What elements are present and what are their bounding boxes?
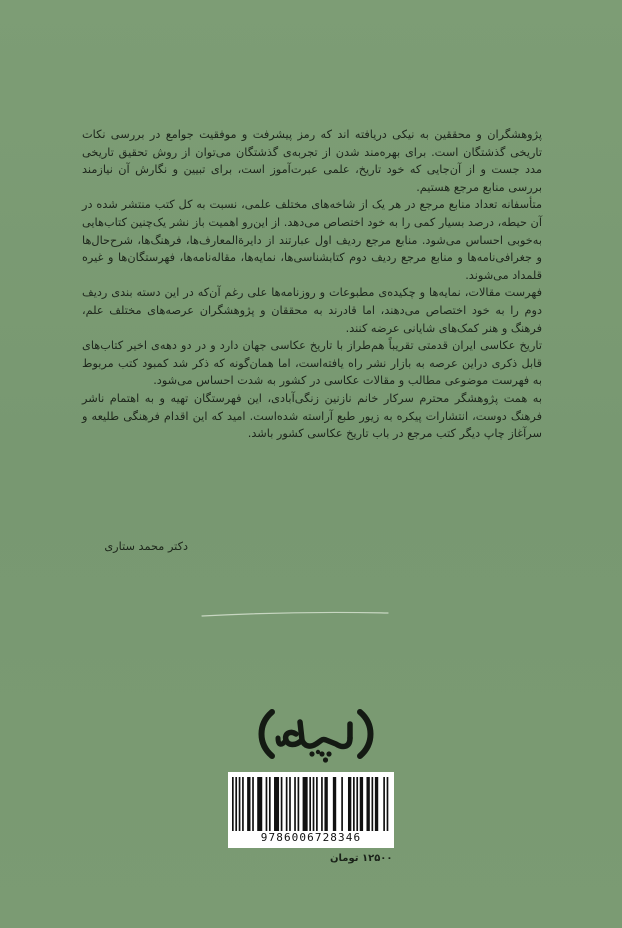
barcode-bar — [353, 777, 355, 831]
barcode-bar — [316, 777, 318, 831]
barcode-bar — [309, 777, 311, 831]
barcode-bar — [274, 777, 279, 831]
barcode-bar — [239, 777, 241, 831]
barcode-bar — [383, 777, 385, 831]
barcode-bar — [313, 777, 315, 831]
barcode-bar — [356, 777, 358, 831]
barcode-bar — [281, 777, 283, 831]
barcode-bars — [232, 777, 390, 831]
isbn-number: 9786006728346 — [260, 831, 362, 844]
barcode-bar — [348, 777, 351, 831]
barcode — [228, 772, 394, 848]
blurb-text — [82, 126, 542, 443]
barcode-bar — [372, 777, 374, 831]
blurb-paragraph: تاریخ عکاسی ایران قدمتی تقریباً هم‌طراز با تاریخ عکاسی جهان دارد و در دو دهه‌ی اخیر کتاب‌های قابل ذکری دراین عرصه به بازار نشر راه یافته‌است، اما همان‌گونه که ذکر شد کمبود کتب مربوط به فهرست موضوعی مطالب و مقالات عکاسی در کشور به شدت احساس می‌شود. — [82, 339, 542, 388]
barcode-bar — [298, 777, 300, 831]
barcode-bar — [341, 777, 343, 831]
barcode-bar — [289, 777, 291, 831]
barcode-bar — [235, 777, 237, 831]
blurb-paragraph: به همت پژوهشگر محترم سرکار خانم نازنین زنگی‌آبادی، این فهرستگان تهیه و به اهتمام ناشر فرهنگ دوست، انتشارات پیکره به زیور طبع آراسته شده‌است. امید که این اقدام فرهنگی طلیعه و سرآغاز چاپ دیگر کتب مرجع در باب تاریخ عکاسی کشور باشد. — [82, 391, 542, 441]
barcode-bar — [303, 777, 308, 831]
barcode-bar — [360, 777, 363, 831]
barcode-bar — [252, 777, 254, 831]
barcode-bar — [375, 777, 378, 831]
barcode-bar — [286, 777, 288, 831]
barcode-bar — [247, 777, 250, 831]
price-label: ۱۲۵۰۰ تومان — [330, 853, 393, 864]
author-signature: دکتر محمد ستاری — [104, 540, 188, 553]
barcode-bar — [321, 777, 323, 831]
publisher-logo-icon — [256, 702, 376, 766]
barcode-bar — [366, 777, 369, 831]
blurb-paragraph: فهرست مقالات، نمایه‌ها و چکیده‌ی مطبوعات و روزنامه‌ها علی رغم آن‌که در این دسته بندی ردیف دوم را به خود اختصاص می‌دهند، اما قادرند به محققان و پژوهشگران عرصه‌های مختلف علم، فرهنگ و هنر کمک‌های شایانی عرضه کنند. — [82, 286, 542, 335]
barcode-bar — [257, 777, 262, 831]
barcode-bar — [269, 777, 271, 831]
barcode-bar — [242, 777, 244, 831]
barcode-bar — [232, 777, 234, 831]
blurb-paragraph: متأسفانه تعداد منابع مرجع در هر یک از شاخه‌های مختلف علمی، نسبت به کل کتب منتشر شده در آن حیطه، درصد بسیار کمی را به خود اختصاص می‌دهد. از این‌رو اهمیت باز نشر یک‌چنین کتاب‌هایی به‌خوبی احساس می‌شود. منابع مرجع ردیف اول عبارتند از دایرة‌المعارف‌ها، فرهنگ‌ها، شرح‌حال‌ها و جغرافی‌نامه‌ها و منابع مرجع ردیف دوم کتابشناسی‌ها، نمایه‌ها، مقاله‌نامه‌ها، فهرستگان‌ها و غیره قلمداد می‌شوند. — [82, 198, 542, 282]
barcode-bar — [294, 777, 296, 831]
divider-line — [200, 610, 390, 618]
barcode-bar — [387, 777, 389, 831]
blurb-paragraph: پژوهشگران و محققین به نیکی دریافته اند که رمز پیشرفت و موفقیت جوامع در بررسی نکات تاریخی گذشتگان است. برای بهره‌مند شدن از تجربه‌ی گذشتگان می‌توان از روش تحقیق تاریخی مدد جست و از آن‌جایی که خود تاریخ، علمی عبرت‌آموز است، برای تبیین و نگارش آن نیازمند بررسی منابع مرجع هستیم. — [82, 128, 542, 194]
barcode-bar — [333, 777, 336, 831]
barcode-bar — [324, 777, 327, 831]
barcode-bar — [266, 777, 268, 831]
